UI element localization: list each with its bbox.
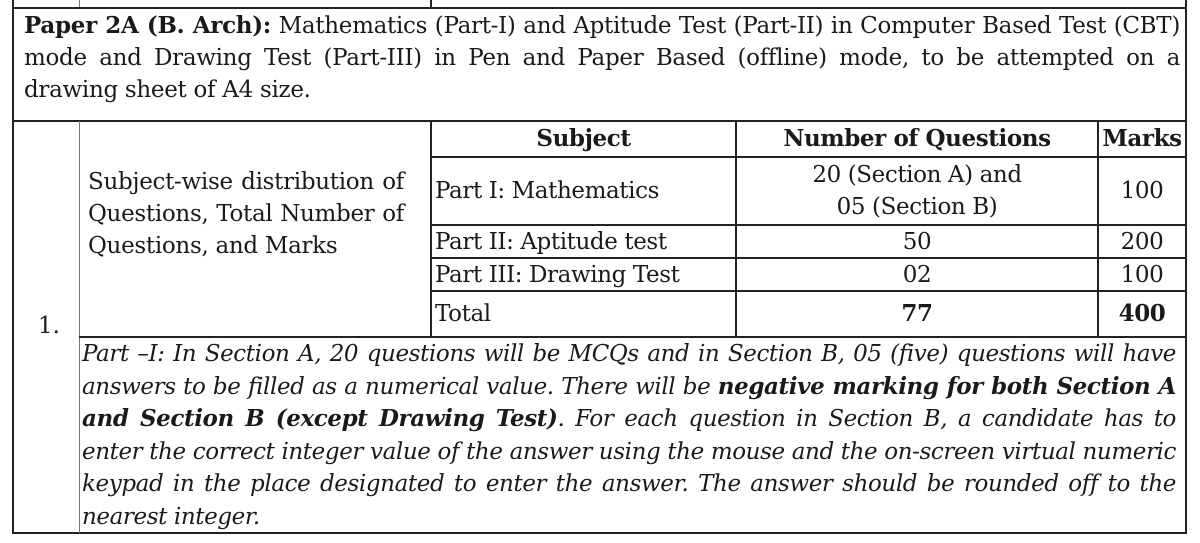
notes-text-2: . For each question in Section B, a candidate has to enter the correct integer value of the answer using the mouse and the on-screen virtual numeric keypad in the place designated to enter the answer. The answer should be rounded off to the nearest integer. [82,406,1176,530]
row-label: Subject-wise distribution of Questions, Total Number of Questions, and Marks [88,169,404,259]
num-questions-section-a: 20 (Section A) and [812,162,1022,188]
serial-number: 1. [38,313,60,339]
marks-mathematics: 100 [1120,178,1164,204]
num-questions-section-b: 05 (Section B) [836,194,998,220]
header-subject: Subject [536,125,631,152]
marks-aptitude: 200 [1120,228,1164,255]
header-marks: Marks [1102,125,1182,152]
subject-mathematics: Part I: Mathematics [435,178,659,204]
num-questions-mathematics [737,158,1097,224]
serial-divider [79,121,80,533]
negative-marking-note: negative marking for both Section A and Section B (except Drawing Test) [82,372,1176,433]
header-num-questions: Number of Questions [783,125,1051,152]
notes-text-1: Part –I: In Section A, 20 questions will be MCQs and in Section B, 05 (five) questions will have answers to be filled as a numerical value. There will be [82,341,1176,400]
table-border-right [1185,0,1187,534]
heading-top-border [12,7,1187,9]
marks-drawing: 100 [1120,261,1164,288]
num-questions-total: 77 [901,300,933,327]
marks-total: 400 [1118,300,1166,327]
paper-description: Mathematics (Part-I) and Aptitude Test (Part-II) in Computer Based Test (CBT) mode and Drawing Test (Part-III) in Pen and Paper Based (offline) mode, to be attempted on a drawing sheet of A4 size. [24,13,1180,103]
num-questions-drawing: 02 [902,261,932,288]
paper-heading [24,10,1180,106]
subject-total: Total [435,301,491,327]
part1-notes [82,338,1176,534]
num-questions-aptitude: 50 [902,228,932,255]
table-border-left [12,0,14,534]
subject-aptitude: Part II: Aptitude test [435,228,667,255]
subject-drawing: Part III: Drawing Test [435,261,680,288]
paper-title: Paper 2A (B. Arch): [24,12,271,39]
